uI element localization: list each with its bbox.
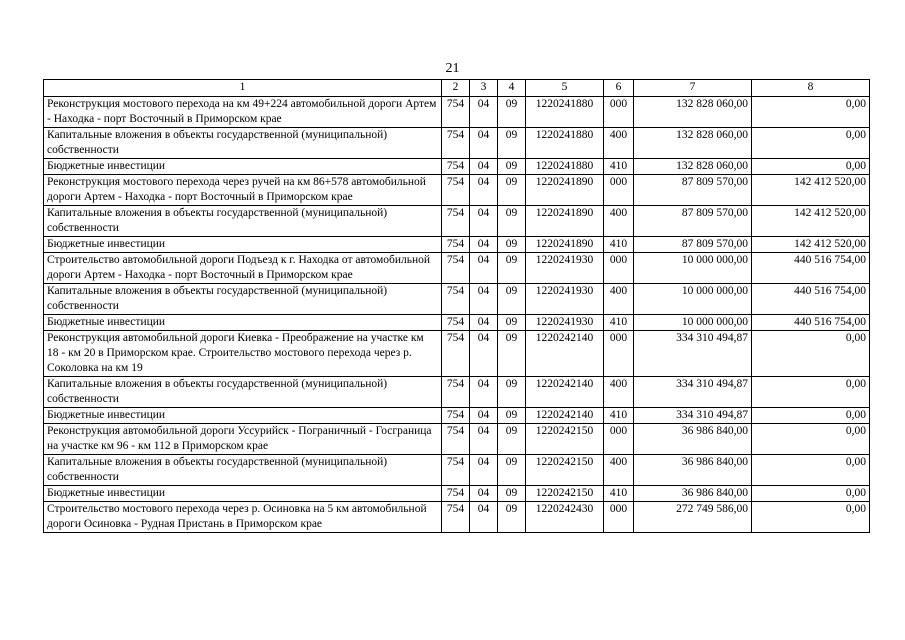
header-cell: 6 (604, 80, 634, 97)
target-article-code: 1220241890 (526, 237, 604, 253)
expense-type-code: 410 (604, 486, 634, 502)
header-cell: 7 (634, 80, 752, 97)
section-code: 04 (470, 128, 498, 159)
item-name: Капитальные вложения в объекты государственной (муниципальной) собственности (44, 128, 442, 159)
admin-code: 754 (442, 206, 470, 237)
expense-type-code: 000 (604, 331, 634, 377)
amount-col8: 0,00 (752, 424, 870, 455)
expense-type-code: 410 (604, 237, 634, 253)
item-name: Бюджетные инвестиции (44, 486, 442, 502)
amount-col8: 440 516 754,00 (752, 284, 870, 315)
amount-col7: 334 310 494,87 (634, 377, 752, 408)
admin-code: 754 (442, 284, 470, 315)
amount-col8: 0,00 (752, 486, 870, 502)
subsection-code: 09 (498, 455, 526, 486)
subsection-code: 09 (498, 424, 526, 455)
table-row (44, 455, 870, 486)
target-article-code: 1220241880 (526, 128, 604, 159)
section-code: 04 (470, 284, 498, 315)
amount-col7: 334 310 494,87 (634, 408, 752, 424)
target-article-code: 1220242150 (526, 424, 604, 455)
amount-col8: 0,00 (752, 159, 870, 175)
amount-col7: 10 000 000,00 (634, 284, 752, 315)
amount-col8: 0,00 (752, 331, 870, 377)
item-name: Капитальные вложения в объекты государственной (муниципальной) собственности (44, 284, 442, 315)
section-code: 04 (470, 97, 498, 128)
expense-type-code: 410 (604, 408, 634, 424)
amount-col8: 0,00 (752, 128, 870, 159)
table-row (44, 377, 870, 408)
expense-type-code: 410 (604, 159, 634, 175)
target-article-code: 1220242150 (526, 486, 604, 502)
item-name: Капитальные вложения в объекты государственной (муниципальной) собственности (44, 206, 442, 237)
subsection-code: 09 (498, 377, 526, 408)
amount-col7: 10 000 000,00 (634, 253, 752, 284)
header-cell: 1 (44, 80, 442, 97)
expense-type-code: 400 (604, 455, 634, 486)
header-row (44, 80, 870, 97)
amount-col7: 87 809 570,00 (634, 175, 752, 206)
amount-col7: 334 310 494,87 (634, 331, 752, 377)
budget-table (43, 79, 870, 533)
amount-col8: 142 412 520,00 (752, 237, 870, 253)
admin-code: 754 (442, 315, 470, 331)
target-article-code: 1220241880 (526, 97, 604, 128)
item-name: Реконструкция автомобильной дороги Киевка - Преображение на участке км 18 - км 20 в Приморском крае. Строительство мостового перехода через р. Соколовка на км 19 (44, 331, 442, 377)
section-code: 04 (470, 331, 498, 377)
expense-type-code: 000 (604, 502, 634, 533)
table-row (44, 502, 870, 533)
subsection-code: 09 (498, 128, 526, 159)
amount-col7: 272 749 586,00 (634, 502, 752, 533)
page-number: 21 (445, 61, 460, 76)
subsection-code: 09 (498, 97, 526, 128)
admin-code: 754 (442, 424, 470, 455)
header-cell: 3 (470, 80, 498, 97)
item-name: Бюджетные инвестиции (44, 159, 442, 175)
admin-code: 754 (442, 97, 470, 128)
admin-code: 754 (442, 331, 470, 377)
amount-col8: 0,00 (752, 455, 870, 486)
header-cell: 2 (442, 80, 470, 97)
table-row (44, 315, 870, 331)
expense-type-code: 400 (604, 128, 634, 159)
table-row (44, 159, 870, 175)
section-code: 04 (470, 408, 498, 424)
subsection-code: 09 (498, 315, 526, 331)
amount-col7: 87 809 570,00 (634, 237, 752, 253)
table-row (44, 424, 870, 455)
admin-code: 754 (442, 175, 470, 206)
subsection-code: 09 (498, 284, 526, 315)
expense-type-code: 400 (604, 206, 634, 237)
amount-col8: 0,00 (752, 377, 870, 408)
section-code: 04 (470, 455, 498, 486)
section-code: 04 (470, 253, 498, 284)
amount-col7: 10 000 000,00 (634, 315, 752, 331)
subsection-code: 09 (498, 502, 526, 533)
target-article-code: 1220242150 (526, 455, 604, 486)
admin-code: 754 (442, 377, 470, 408)
expense-type-code: 410 (604, 315, 634, 331)
subsection-code: 09 (498, 253, 526, 284)
section-code: 04 (470, 175, 498, 206)
amount-col8: 0,00 (752, 408, 870, 424)
amount-col7: 36 986 840,00 (634, 455, 752, 486)
section-code: 04 (470, 159, 498, 175)
table-row (44, 408, 870, 424)
subsection-code: 09 (498, 408, 526, 424)
admin-code: 754 (442, 502, 470, 533)
target-article-code: 1220241880 (526, 159, 604, 175)
target-article-code: 1220241930 (526, 253, 604, 284)
target-article-code: 1220242140 (526, 377, 604, 408)
subsection-code: 09 (498, 159, 526, 175)
item-name: Реконструкция мостового перехода на км 49+224 автомобильной дороги Артем - Находка - порт Восточный в Приморском крае (44, 97, 442, 128)
amount-col7: 132 828 060,00 (634, 159, 752, 175)
section-code: 04 (470, 486, 498, 502)
admin-code: 754 (442, 237, 470, 253)
target-article-code: 1220242140 (526, 331, 604, 377)
amount-col8: 440 516 754,00 (752, 253, 870, 284)
subsection-code: 09 (498, 331, 526, 377)
admin-code: 754 (442, 408, 470, 424)
expense-type-code: 400 (604, 284, 634, 315)
amount-col8: 440 516 754,00 (752, 315, 870, 331)
table-row (44, 331, 870, 377)
table-body (44, 97, 870, 533)
amount-col7: 132 828 060,00 (634, 128, 752, 159)
item-name: Бюджетные инвестиции (44, 408, 442, 424)
table-row (44, 284, 870, 315)
target-article-code: 1220241930 (526, 315, 604, 331)
amount-col7: 132 828 060,00 (634, 97, 752, 128)
admin-code: 754 (442, 455, 470, 486)
section-code: 04 (470, 424, 498, 455)
section-code: 04 (470, 237, 498, 253)
expense-type-code: 000 (604, 97, 634, 128)
section-code: 04 (470, 502, 498, 533)
expense-type-code: 400 (604, 377, 634, 408)
expense-type-code: 000 (604, 253, 634, 284)
subsection-code: 09 (498, 206, 526, 237)
table-row (44, 237, 870, 253)
admin-code: 754 (442, 486, 470, 502)
target-article-code: 1220242140 (526, 408, 604, 424)
expense-type-code: 000 (604, 424, 634, 455)
item-name: Реконструкция мостового перехода через ручей на км 86+578 автомобильной дороги Артем - Находка - порт Восточный в Приморском крае (44, 175, 442, 206)
amount-col8: 0,00 (752, 97, 870, 128)
target-article-code: 1220241930 (526, 284, 604, 315)
amount-col7: 36 986 840,00 (634, 486, 752, 502)
header-cell: 8 (752, 80, 870, 97)
header-cell: 4 (498, 80, 526, 97)
table-row (44, 206, 870, 237)
subsection-code: 09 (498, 486, 526, 502)
table-row (44, 175, 870, 206)
header-cell: 5 (526, 80, 604, 97)
table-row (44, 97, 870, 128)
subsection-code: 09 (498, 175, 526, 206)
expense-type-code: 000 (604, 175, 634, 206)
table-row (44, 128, 870, 159)
item-name: Бюджетные инвестиции (44, 237, 442, 253)
target-article-code: 1220241890 (526, 175, 604, 206)
section-code: 04 (470, 315, 498, 331)
item-name: Реконструкция автомобильной дороги Уссурийск - Пограничный - Госграница на участке км 96 - км 112 в Приморском крае (44, 424, 442, 455)
item-name: Капитальные вложения в объекты государственной (муниципальной) собственности (44, 377, 442, 408)
amount-col7: 36 986 840,00 (634, 424, 752, 455)
amount-col8: 142 412 520,00 (752, 175, 870, 206)
section-code: 04 (470, 206, 498, 237)
admin-code: 754 (442, 159, 470, 175)
item-name: Бюджетные инвестиции (44, 315, 442, 331)
item-name: Строительство мостового перехода через р. Осиновка на 5 км автомобильной дороги Осиновка - Рудная Пристань в Приморском крае (44, 502, 442, 533)
subsection-code: 09 (498, 237, 526, 253)
amount-col8: 0,00 (752, 502, 870, 533)
table-row (44, 253, 870, 284)
section-code: 04 (470, 377, 498, 408)
table-row (44, 486, 870, 502)
item-name: Капитальные вложения в объекты государственной (муниципальной) собственности (44, 455, 442, 486)
target-article-code: 1220241890 (526, 206, 604, 237)
item-name: Строительство автомобильной дороги Подъезд к г. Находка от автомобильной дороги Артем - Находка - порт Восточный в Приморском крае (44, 253, 442, 284)
target-article-code: 1220242430 (526, 502, 604, 533)
admin-code: 754 (442, 253, 470, 284)
amount-col7: 87 809 570,00 (634, 206, 752, 237)
admin-code: 754 (442, 128, 470, 159)
amount-col8: 142 412 520,00 (752, 206, 870, 237)
